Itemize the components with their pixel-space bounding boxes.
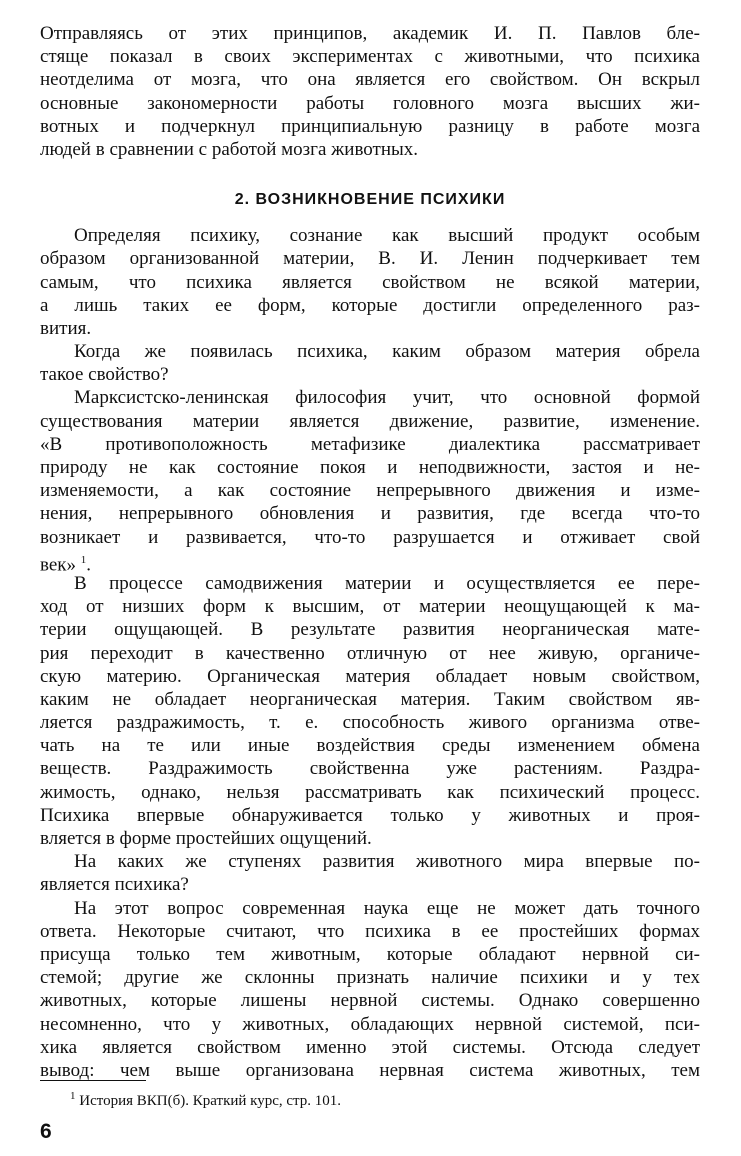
text-line: «В противоположность метафизике диалектика рассматривает bbox=[40, 433, 700, 455]
text-line: существования материи является движение, развитие, изменение. bbox=[40, 410, 700, 432]
text-line: Отправляясь от этих принципов, академик И. П. Павлов бле- bbox=[40, 23, 700, 44]
text-line: рия переходит в качественно отличную от нее живую, органиче- bbox=[40, 642, 700, 664]
text-line: чать на те или иные воздействия среды изменением обмена bbox=[40, 735, 700, 757]
page-body bbox=[40, 22, 700, 1082]
text-line: В процессе самодвижения материи и осуществляется ее пере- bbox=[74, 572, 700, 594]
text-line: является психика? bbox=[40, 874, 189, 896]
text-line: неотделима от мозга, что она является его свойством. Он вскрыл bbox=[40, 69, 700, 91]
text-line: каким не обладает неорганическая материя. Таким свойством яв- bbox=[40, 688, 700, 710]
paragraph-intro bbox=[40, 22, 700, 161]
text-line: жимость, однако, нельзя рассматривать как психический процесс. bbox=[40, 781, 700, 803]
text-line: такое свойство? bbox=[40, 364, 169, 386]
text-line: ответа. Некоторые считают, что психика в ее простейших формах bbox=[40, 920, 700, 942]
text-line: стемой; другие же склонны признать наличие психики и у тех bbox=[40, 967, 700, 989]
text-line: нения, непрерывного обновления и развития, где всегда что-то bbox=[40, 503, 700, 525]
text-line: изменяемости, а как состояние непрерывного движения и изме- bbox=[40, 480, 700, 502]
text-fragment: век» bbox=[40, 554, 77, 572]
section-heading: 2. ВОЗНИКНОВЕНИЕ ПСИХИКИ bbox=[234, 191, 506, 209]
paragraph-5 bbox=[40, 850, 700, 896]
text-line-with-footnote-ref: век» $^1$. bbox=[40, 549, 700, 572]
text-line: животных, которые лишены нервной системы. Однако совершенно bbox=[40, 990, 700, 1012]
text-line: вляется в форме простейших ощущений. bbox=[40, 828, 372, 849]
text-line: образом организованной материи, В. И. Ленин подчеркивает тем bbox=[40, 248, 700, 270]
text-line: скую материю. Органическая материя обладает новым свойством, bbox=[40, 665, 700, 687]
text-line: вывод: чем выше организована нервная система животных, тем bbox=[40, 1059, 700, 1081]
text-line: терии ощущающей. В результате развития неорганическая мате- bbox=[40, 619, 700, 641]
text-line: природу не как состояние покоя и неподвижности, застоя и не- bbox=[40, 457, 700, 478]
footnote-divider bbox=[40, 1080, 146, 1081]
text-line: ход от низших форм к высшим, от материи неощущающей к ма- bbox=[40, 596, 700, 618]
paragraph-4 bbox=[40, 572, 700, 850]
paragraph-2 bbox=[40, 340, 700, 386]
text-line: На этот вопрос современная наука еще не может дать точного bbox=[74, 897, 700, 919]
text-line: возникает и развивается, что-то разрушается и отживает свой bbox=[40, 526, 700, 548]
text-line: веществ. Раздражимость свойственна уже растениям. Раздра- bbox=[40, 758, 700, 780]
text-line: На каких же ступенях развития животного мира впервые по- bbox=[74, 851, 700, 873]
text-line: людей в сравнении с работой мозга животных. bbox=[40, 138, 419, 160]
footnote-marker: 1 bbox=[70, 1090, 76, 1102]
text-line: Психика впервые обнаруживается только у животных и проя- bbox=[40, 804, 700, 826]
text-line: несомненно, что у животных, обладающих нервной системой, пси- bbox=[40, 1013, 700, 1035]
text-line: самым, что психика является свойством не всякой материи, bbox=[40, 271, 700, 293]
paragraph-1 bbox=[40, 224, 700, 340]
page-number: 6 bbox=[40, 1120, 52, 1143]
text-line: Марксистско-ленинская философия учит, что основной формой bbox=[74, 387, 700, 409]
text-line: основные закономерности работы головного мозга высших жи- bbox=[40, 92, 700, 114]
paragraph-3 bbox=[40, 386, 700, 572]
text-line: Когда же появилась психика, каким образом материя обрела bbox=[74, 341, 700, 363]
footnote-text: История ВКП(б). Краткий курс, стр. 101. bbox=[79, 1093, 342, 1109]
text-line: стяще показал в своих экспериментах с животными, что психика bbox=[40, 46, 700, 68]
text-line: хика является свойством именно этой системы. Отсюда следует bbox=[40, 1036, 700, 1058]
text-line: присуща только тем животным, которые обладают нервной си- bbox=[40, 943, 700, 965]
text-line: Определяя психику, сознание как высший продукт особым bbox=[74, 225, 700, 247]
footnote-reference: 1 bbox=[80, 553, 87, 566]
footnote bbox=[70, 1090, 341, 1110]
text-line: вотных и подчеркнул принципиальную разницу в работе мозга bbox=[40, 115, 700, 137]
text-line: а лишь таких ее форм, которые достигли определенного раз- bbox=[40, 294, 700, 316]
paragraph-6 bbox=[40, 897, 700, 1083]
text-line: вития. bbox=[40, 317, 92, 339]
text-line: ляется раздражимость, т. е. способность живого организма отве- bbox=[40, 712, 700, 734]
